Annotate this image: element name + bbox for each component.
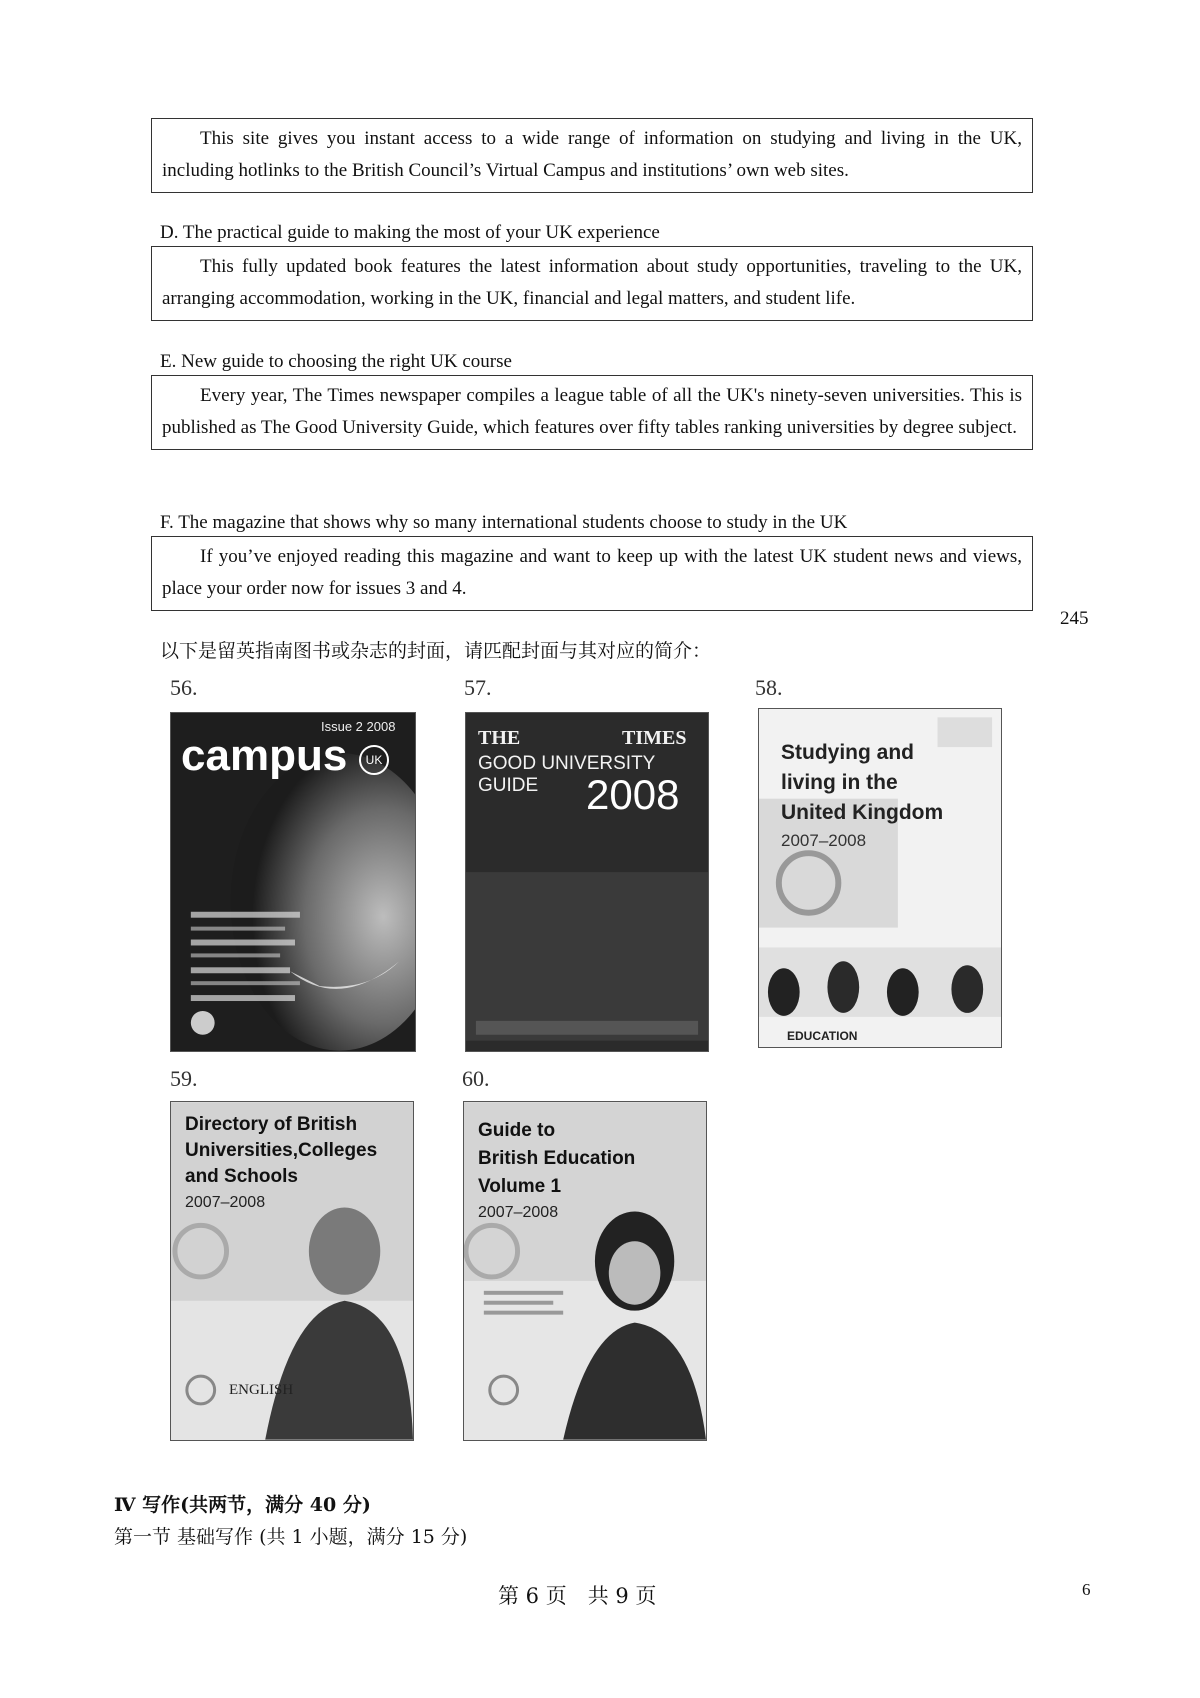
- cover-59-years: 2007–2008: [185, 1194, 266, 1211]
- cover-59-directory: [170, 1101, 414, 1441]
- instruction: 以下是留英指南图书或杂志的封面，请匹配封面与其对应的简介：: [160, 640, 712, 662]
- cover-57-good-university: GOOD UNIVERSITY: [478, 753, 656, 774]
- cover-57-times: TIMES: [622, 727, 687, 749]
- cover-58-years: 2007–2008: [781, 831, 867, 850]
- cover-59-title-1: Directory of British: [185, 1114, 358, 1135]
- box-c-text: This site gives you instant access to a wide range of information on studying and living in the UK, including hotlinks to the British Council’s Virtual Campus and institutions’ own web sites.: [162, 128, 1022, 181]
- box-f: [151, 536, 1033, 611]
- cover-58-title-1: Studying and: [781, 741, 914, 764]
- cover-56-issue: Issue 2 2008: [321, 719, 396, 734]
- cover-59-title-3: and Schools: [185, 1166, 298, 1187]
- cover-58-title-3: United Kingdom: [781, 801, 944, 824]
- cover-60-title-1: Guide to: [478, 1120, 556, 1141]
- heading-e: E. New guide to choosing the right UK course: [160, 351, 512, 372]
- heading-f: F. The magazine that shows why so many international students choose to study in the UK: [160, 512, 848, 533]
- heading-d: D. The practical guide to making the most of your UK experience: [160, 222, 660, 243]
- page-number: 6: [1082, 1580, 1091, 1599]
- cover-58-number: 58.: [755, 675, 783, 700]
- cover-60-guide-education: [463, 1101, 707, 1441]
- cover-57-number: 57.: [464, 675, 492, 700]
- cover-60-years: 2007–2008: [478, 1204, 559, 1221]
- cover-60-number: 60.: [462, 1066, 490, 1091]
- cover-56-uk-badge: UK: [359, 745, 389, 775]
- cover-59-footer: ENGLISH: [229, 1382, 294, 1398]
- cover-59-title-2: Universities,Colleges: [185, 1140, 378, 1161]
- cover-57-the: THE: [478, 727, 521, 749]
- box-e: [151, 375, 1033, 450]
- side-number: 245: [1060, 608, 1089, 629]
- box-d-text: This fully updated book features the latest information about study opportunities, traveling to the UK, arranging accommodation, working in the UK, financial and legal matters, and student life.: [162, 256, 1022, 309]
- box-f-text: If you’ve enjoyed reading this magazine and want to keep up with the latest UK student news and views, place your order now for issues 3 and 4.: [162, 546, 1022, 599]
- page-footer-label: 第 6 页 共 9 页: [498, 1584, 657, 1608]
- cover-56-title: campus: [181, 731, 348, 780]
- writing-title: Ⅳ 写作(共两节，满分 40 分): [114, 1494, 371, 1516]
- box-c: [151, 118, 1033, 193]
- cover-56-number: 56.: [170, 675, 198, 700]
- cover-59-number: 59.: [170, 1066, 198, 1091]
- cover-57-guide: GUIDE: [478, 775, 539, 796]
- cover-60-title-2: British Education: [478, 1148, 636, 1169]
- cover-58-title-2: living in the: [781, 771, 898, 794]
- cover-57-times-guide: [465, 712, 709, 1052]
- writing-subtitle: 第一节 基础写作 (共 1 小题，满分 15 分): [114, 1526, 468, 1548]
- box-d: [151, 246, 1033, 321]
- cover-58-footer: EDUCATION: [787, 1029, 858, 1043]
- box-e-text: Every year, The Times newspaper compiles a league table of all the UK's ninety-seven universities. This is published as The Good University Guide, which features over fifty tables ranking universities by degree subject.: [162, 385, 1022, 438]
- cover-57-year: 2008: [586, 771, 680, 818]
- cover-58-studying-uk: [758, 708, 1002, 1048]
- cover-56-campus: [170, 712, 416, 1052]
- cover-60-title-3: Volume 1: [478, 1176, 562, 1197]
